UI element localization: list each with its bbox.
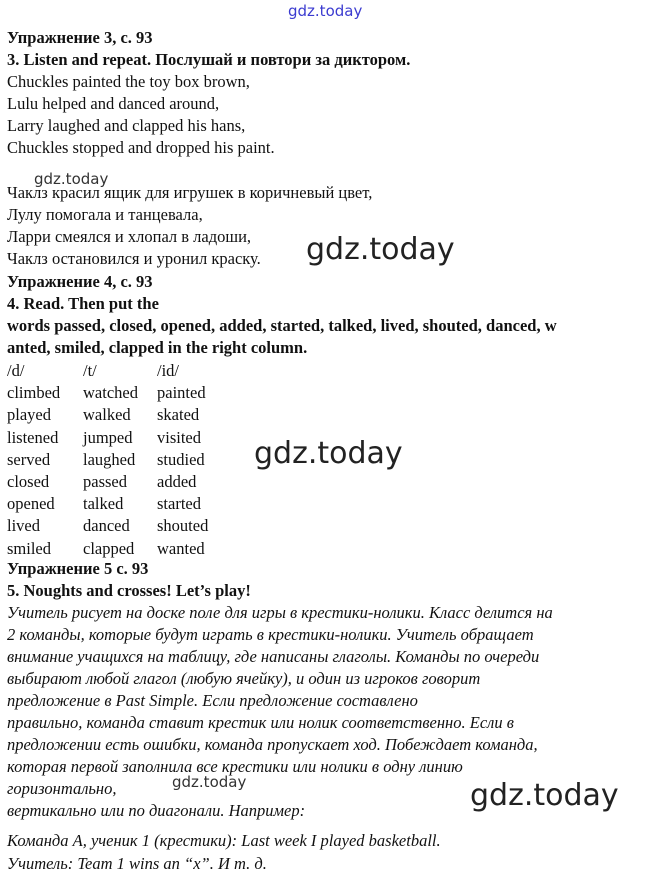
table-row <box>7 382 237 404</box>
ex5-body-line: которая первой заполнила все крестики или нолики в одну линию <box>7 757 463 776</box>
table-cell: opened <box>7 494 55 514</box>
ex5-example-line: Учитель: Team 1 wins an “x”. И т. д. <box>7 854 267 873</box>
table-cell: talked <box>83 494 124 514</box>
ex5-example-line: Команда А, ученик 1 (крестики): Last week I played basketball. <box>7 831 441 850</box>
ex5-body-line: выбирают любой глагол (любую ячейку), и один из игроков говорит <box>7 669 481 688</box>
table-cell: smiled <box>7 538 51 558</box>
table-row <box>7 538 237 560</box>
table-cell: watched <box>83 383 138 403</box>
ex4-task-line: anted, smiled, clapped in the right column. <box>7 338 308 357</box>
ex4-task-line: 4. Read. Then put the <box>7 294 159 313</box>
table-row <box>7 515 237 537</box>
ex5-body-line: предложение в Past Simple. Если предложение составлено <box>7 691 418 710</box>
ex3-translation-line: Ларри смеялся и хлопал в ладоши, <box>7 227 252 246</box>
table-cell: visited <box>157 427 201 447</box>
ex3-poem-line: Chuckles stopped and dropped his paint. <box>7 138 275 157</box>
table-cell: danced <box>83 516 130 536</box>
table-row <box>7 471 237 493</box>
table-cell: painted <box>157 383 206 403</box>
table-cell: lived <box>7 516 40 536</box>
ex5-task: 5. Noughts and crosses! Let’s play! <box>7 581 251 600</box>
table-cell: studied <box>157 449 205 469</box>
watermark-big-3: gdz.today <box>470 778 619 813</box>
ex3-translation-line: Лулу помогала и танцевала, <box>7 205 203 224</box>
table-cell: laughed <box>83 449 136 469</box>
table-cell: climbed <box>7 383 61 403</box>
table-cell: jumped <box>83 427 133 447</box>
table-cell: served <box>7 449 51 469</box>
ex5-heading: Упражнение 5 с. 93 <box>7 559 149 578</box>
table-cell: wanted <box>157 538 205 558</box>
ex5-body-line: внимание учащихся на таблицу, где написаны глаголы. Команды по очереди <box>7 647 540 666</box>
table-cell: passed <box>83 471 127 491</box>
ex4-task-line: words passed, closed, opened, added, started, talked, lived, shouted, danced, w <box>7 316 557 335</box>
sound-table <box>7 360 237 560</box>
watermark-small-1: gdz.today <box>34 170 109 188</box>
ex3-translation-line: Чаклз красил ящик для игрушек в коричневый цвет, <box>7 183 373 202</box>
watermark-top: gdz.today <box>288 2 363 20</box>
ex3-poem-line: Chuckles painted the toy box brown, <box>7 72 250 91</box>
watermark-big-1: gdz.today <box>306 232 455 267</box>
table-header: /d/ <box>7 361 25 380</box>
ex3-poem-line: Lulu helped and danced around, <box>7 94 220 113</box>
table-cell: started <box>157 494 201 514</box>
ex5-body-line: вертикально или по диагонали. Например: <box>7 801 306 820</box>
table-row <box>7 404 237 426</box>
ex5-body-line: горизонтально, <box>7 779 117 798</box>
table-row <box>7 493 237 515</box>
table-cell: listened <box>7 427 59 447</box>
table-header: /id/ <box>157 361 180 380</box>
table-row <box>7 427 237 449</box>
ex5-body-line: 2 команды, которые будут играть в крестики-нолики. Учитель обращает <box>7 625 534 644</box>
table-cell: skated <box>157 405 200 425</box>
table-cell: shouted <box>157 516 209 536</box>
table-cell: walked <box>83 405 131 425</box>
ex3-translation-line: Чаклз остановился и уронил краску. <box>7 249 261 268</box>
ex5-body-line: предложении есть ошибки, команда пропускает ход. Побеждает команда, <box>7 735 538 754</box>
ex3-heading: Упражнение 3, с. 93 <box>7 28 153 47</box>
table-cell: played <box>7 405 51 425</box>
table-cell: closed <box>7 471 50 491</box>
table-header-row <box>7 360 237 382</box>
table-cell: added <box>157 471 197 491</box>
ex5-body-line: правильно, команда ставит крестик или нолик соответственно. Если в <box>7 713 514 732</box>
ex4-heading: Упражнение 4, с. 93 <box>7 272 153 291</box>
table-row <box>7 449 237 471</box>
watermark-big-2: gdz.today <box>254 436 403 471</box>
ex3-poem-line: Larry laughed and clapped his hans, <box>7 116 246 135</box>
table-cell: clapped <box>83 538 135 558</box>
watermark-small-2: gdz.today <box>172 773 247 791</box>
ex5-body-line: Учитель рисует на доске поле для игры в крестики-нолики. Класс делится на <box>7 603 553 622</box>
ex3-task: 3. Listen and repeat. Послушай и повтори за диктором. <box>7 50 411 69</box>
table-header: /t/ <box>83 361 97 380</box>
